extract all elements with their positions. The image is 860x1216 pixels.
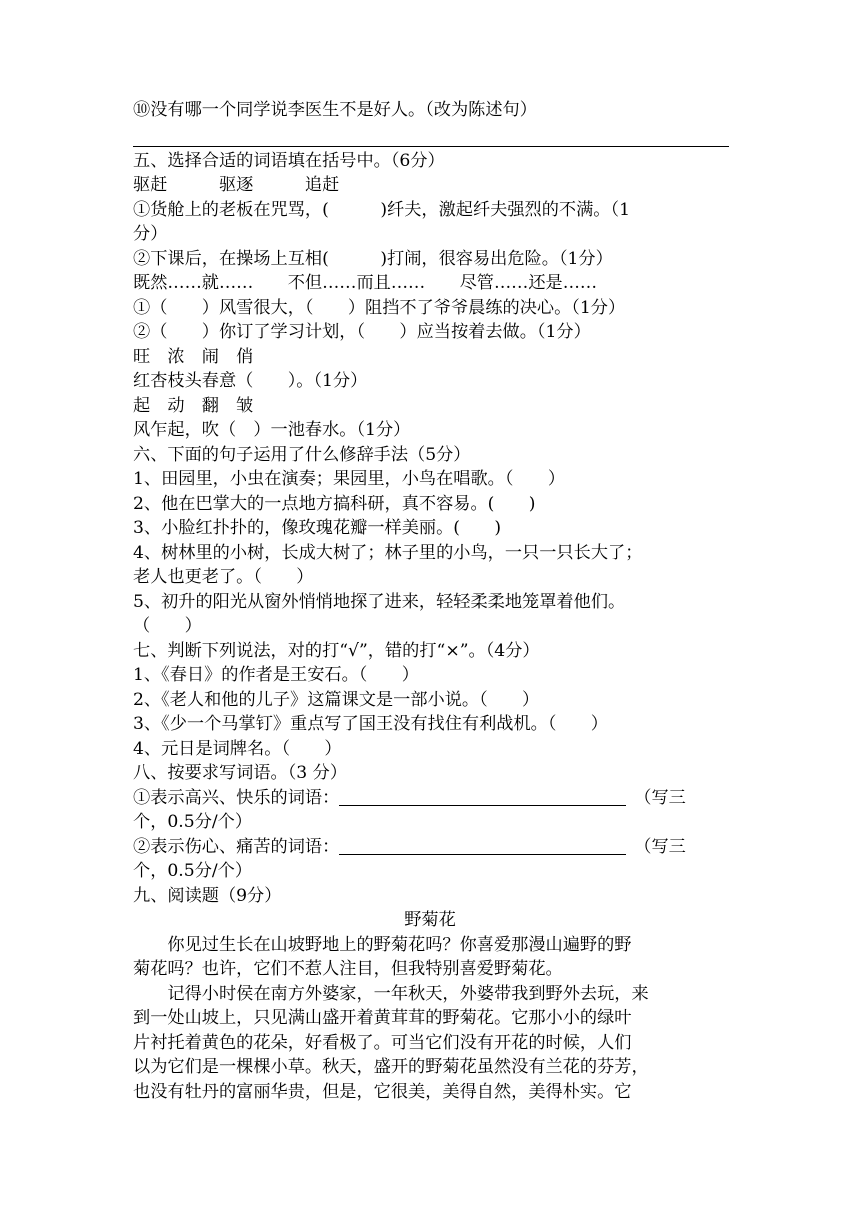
passage-line: 也没有牡丹的富丽华贵，但是，它很美，美得自然，美得朴实。它 xyxy=(133,1082,632,1102)
question-6-5: 5、初升的阳光从窗外悄悄地探了进来，轻轻柔柔地笼罩着他们。 xyxy=(133,592,626,612)
answer-blank xyxy=(339,787,626,806)
question-7-4: 4、元日是词牌名。（ ） xyxy=(133,739,342,759)
question-8-2-cont: 个，0.5分/个） xyxy=(133,861,253,881)
conjunction-options: 既然……就…… 不但……而且…… 尽管……还是…… xyxy=(133,273,598,293)
question-5-3: ①（ ）风雪很大，（ ）阻挡不了爷爷晨练的决心。（1分） xyxy=(133,298,626,318)
passage-title: 野菊花 xyxy=(404,910,456,930)
question-5-2: ②下课后，在操场上互相( )打闹，很容易出危险。（1分） xyxy=(133,249,613,269)
word-options: 旺 浓 闹 俏 xyxy=(133,347,254,367)
word-options: 驱赶 驱逐 追赶 xyxy=(133,175,340,195)
question-7-2: 2、《老人和他的儿子》这篇课文是一部小说。（ ） xyxy=(133,690,540,710)
question-6-4-cont: 老人也更老了。（ ） xyxy=(133,567,314,587)
question-6-3: 3、小脸红扑扑的，像玫瑰花瓣一样美丽。( ) xyxy=(133,518,502,538)
question-5-1: ①货舱上的老板在咒骂，( )纤夫，激起纤夫强烈的不满。（1 xyxy=(133,200,630,220)
question-8-1-label: ①表示高兴、快乐的词语： xyxy=(133,788,340,808)
question-6-2: 2、他在巴掌大的一点地方搞科研，真不容易。( ) xyxy=(133,494,536,514)
question-8-2-label: ②表示伤心、痛苦的词语： xyxy=(133,837,340,857)
passage-line: 片衬托着黄色的花朵，好看极了。可当它们没有开花的时候，人们 xyxy=(133,1033,632,1053)
question-5-6: 风乍起，吹（ ）一池春水。（1分） xyxy=(133,420,411,440)
passage-line: 到一处山坡上，只见满山盛开着黄茸茸的野菊花。它那小小的绿叶 xyxy=(133,1008,632,1028)
word-options: 起 动 翻 皱 xyxy=(133,396,254,416)
section-5-heading: 五、选择合适的词语填在括号中。（6分） xyxy=(133,151,445,171)
question-6-5-cont: （ ） xyxy=(133,616,202,636)
question-6-4: 4、树林里的小树，长成大树了；林子里的小鸟，一只一只长大了； xyxy=(133,543,643,563)
passage-line: 以为它们是一棵棵小草。秋天，盛开的野菊花虽然没有兰花的芬芳， xyxy=(133,1057,649,1077)
section-7-heading: 七、判断下列说法，对的打“√”，错的打“×”。（4分） xyxy=(133,641,540,661)
passage-line: 菊花吗？也许，它们不惹人注目，但我特别喜爱野菊花。 xyxy=(133,959,563,979)
question-8-1 xyxy=(133,786,733,810)
question-5-1-cont: 分） xyxy=(133,224,168,244)
section-6-heading: 六、下面的句子运用了什么修辞手法（5分） xyxy=(133,445,471,465)
answer-blank xyxy=(339,836,626,855)
question-10-rewrite: ⑩没有哪一个同学说李医生不是好人。（改为陈述句） xyxy=(133,100,537,120)
question-7-3: 3、《少一个马掌钉》重点写了国王没有找住有利战机。（ ） xyxy=(133,714,608,734)
question-8-2 xyxy=(133,835,733,859)
question-6-1: 1、田园里，小虫在演奏；果园里，小鸟在唱歌。（ ） xyxy=(133,469,566,489)
section-8-heading: 八、按要求写词语。（3 分） xyxy=(133,763,348,783)
question-5-4: ②（ ）你订了学习计划，（ ）应当按着去做。（1分） xyxy=(133,322,591,342)
passage-line: 你见过生长在山坡野地上的野菊花吗？你喜爱那漫山遍野的野 xyxy=(133,935,632,955)
question-8-1-cont: 个，0.5分/个） xyxy=(133,812,253,832)
question-7-1: 1、《春日》的作者是王安石。（ ） xyxy=(133,665,419,685)
question-8-2-note: （写三 xyxy=(634,837,686,857)
question-5-5: 红杏枝头春意（ ）。（1分） xyxy=(133,371,368,391)
section-9-heading: 九、阅读题（9分） xyxy=(133,886,282,906)
passage-line: 记得小时侯在南方外婆家，一年秋天，外婆带我到野外去玩，来 xyxy=(133,984,649,1004)
question-8-1-note: （写三 xyxy=(634,788,686,808)
answer-line xyxy=(133,146,729,147)
